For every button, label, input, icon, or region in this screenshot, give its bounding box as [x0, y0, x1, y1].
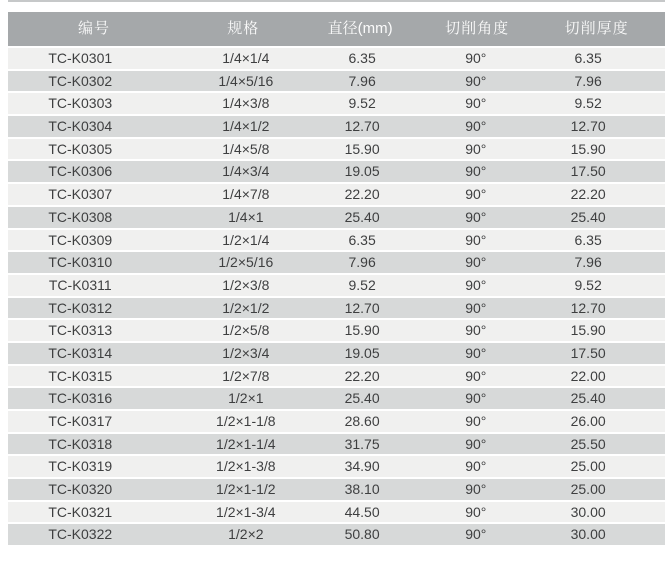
- cell-spec: 1/2×1-1/8: [216, 413, 276, 429]
- table-header-row: [8, 12, 665, 46]
- cell-spec: 1/2×2: [228, 526, 264, 543]
- table-row: [8, 93, 665, 114]
- cell-cut-angle: 90°: [465, 186, 487, 203]
- header-spec: 规格: [227, 20, 260, 37]
- cell-cut-thickness: 25.00: [570, 458, 606, 475]
- table-row: [8, 366, 665, 387]
- cell-code: TC-K0301: [48, 50, 113, 66]
- table-body: [8, 48, 665, 545]
- table-row: [8, 524, 665, 545]
- cell-code: TC-K0307: [48, 186, 113, 203]
- cell-spec: 1/2×5/16: [218, 254, 274, 271]
- cell-cut-angle: 90°: [465, 299, 487, 316]
- cell-code: TC-K0312: [48, 299, 113, 316]
- cell-code: TC-K0310: [48, 254, 113, 271]
- cell-spec: 1/2×1-3/8: [216, 458, 276, 475]
- header-diameter: 直径(mm): [327, 20, 393, 37]
- cell-cut-angle: 90°: [465, 95, 487, 112]
- cell-code: TC-K0306: [48, 163, 113, 180]
- table-row: [8, 207, 665, 228]
- cell-spec: 1/4×5/8: [222, 140, 270, 157]
- cell-diameter: 31.75: [344, 435, 380, 452]
- cell-spec: 1/2×3/8: [222, 276, 270, 293]
- cell-cut-thickness: 25.50: [570, 435, 606, 452]
- table-row: [8, 71, 665, 92]
- cell-diameter: 38.10: [344, 481, 380, 498]
- cell-cut-angle: 90°: [465, 322, 487, 339]
- cell-spec: 1/2×5/8: [222, 322, 270, 339]
- cell-diameter: 15.90: [344, 322, 380, 339]
- table-row: [8, 161, 665, 182]
- cell-cut-angle: 90°: [465, 503, 487, 520]
- cell-cut-angle: 90°: [465, 140, 487, 157]
- table-row: [8, 479, 665, 500]
- cell-cut-angle: 90°: [465, 413, 487, 429]
- cell-code: TC-K0316: [48, 390, 113, 407]
- cell-cut-angle: 90°: [465, 276, 487, 293]
- cell-cut-thickness: 30.00: [570, 503, 606, 520]
- cell-code: TC-K0318: [48, 435, 113, 452]
- cell-cut-thickness: 7.96: [574, 72, 602, 89]
- cell-cut-thickness: 9.52: [574, 276, 602, 293]
- cell-diameter: 12.70: [344, 299, 380, 316]
- cell-cut-thickness: 25.00: [570, 481, 606, 498]
- cell-cut-thickness: 22.00: [570, 367, 606, 384]
- cell-cut-angle: 90°: [465, 163, 487, 180]
- cell-cut-thickness: 15.90: [570, 322, 606, 339]
- cell-cut-thickness: 7.96: [574, 254, 602, 271]
- cell-diameter: 6.35: [348, 231, 376, 248]
- cell-cut-angle: 90°: [465, 344, 487, 361]
- cell-cut-thickness: 12.70: [570, 299, 606, 316]
- cell-cut-thickness: 17.50: [570, 344, 606, 361]
- spec-table: [8, 12, 665, 545]
- cell-code: TC-K0308: [48, 208, 113, 225]
- header-cut-angle: 切削角度: [445, 20, 510, 37]
- cell-spec: 1/4×1/4: [222, 50, 270, 66]
- cell-spec: 1/4×5/16: [218, 72, 274, 89]
- cell-diameter: 19.05: [344, 344, 380, 361]
- cell-cut-thickness: 30.00: [570, 526, 606, 543]
- table-row: [8, 230, 665, 251]
- header-cut-thickness: 切削厚度: [564, 20, 629, 37]
- cell-spec: 1/2×1/2: [222, 299, 270, 316]
- table-row: [8, 456, 665, 477]
- cell-code: TC-K0322: [48, 526, 113, 543]
- cell-cut-thickness: 17.50: [570, 163, 606, 180]
- cell-cut-thickness: 26.00: [570, 413, 606, 429]
- cell-spec: 1/2×1: [228, 390, 264, 407]
- cell-cut-angle: 90°: [465, 72, 487, 89]
- table-row: [8, 48, 665, 69]
- cell-diameter: 7.96: [348, 254, 376, 271]
- cell-code: TC-K0303: [48, 95, 113, 112]
- cell-cut-thickness: 25.40: [570, 390, 606, 407]
- cell-cut-thickness: 15.90: [570, 140, 606, 157]
- cell-cut-angle: 90°: [465, 231, 487, 248]
- cell-diameter: 7.96: [348, 72, 376, 89]
- cell-spec: 1/2×1/4: [222, 231, 270, 248]
- cell-diameter: 12.70: [344, 118, 380, 135]
- table-row: [8, 252, 665, 273]
- cell-code: TC-K0302: [48, 72, 113, 89]
- cell-diameter: 22.20: [344, 186, 380, 203]
- cell-spec: 1/2×1-1/2: [216, 481, 276, 498]
- cell-diameter: 19.05: [344, 163, 380, 180]
- cell-code: TC-K0314: [48, 344, 113, 361]
- cell-code: TC-K0320: [48, 481, 113, 498]
- cell-diameter: 6.35: [348, 50, 376, 66]
- cell-cut-angle: 90°: [465, 50, 487, 66]
- cell-spec: 1/4×3/8: [222, 95, 270, 112]
- cell-code: TC-K0319: [48, 458, 113, 475]
- cell-diameter: 9.52: [348, 276, 376, 293]
- cell-spec: 1/4×7/8: [222, 186, 270, 203]
- cell-diameter: 9.52: [348, 95, 376, 112]
- cell-cut-thickness: 6.35: [574, 50, 602, 66]
- table-row: [8, 116, 665, 137]
- cell-cut-thickness: 9.52: [574, 95, 602, 112]
- cell-code: TC-K0305: [48, 140, 113, 157]
- cell-code: TC-K0311: [48, 276, 112, 293]
- cell-cut-angle: 90°: [465, 526, 487, 543]
- cell-cut-angle: 90°: [465, 118, 487, 135]
- cell-spec: 1/2×1-3/4: [216, 503, 276, 520]
- cell-diameter: 25.40: [344, 208, 380, 225]
- table-row: [8, 275, 665, 296]
- table-row: [8, 184, 665, 205]
- cell-cut-angle: 90°: [465, 367, 487, 384]
- cell-cut-thickness: 12.70: [570, 118, 606, 135]
- table-row: [8, 502, 665, 523]
- cell-cut-angle: 90°: [465, 254, 487, 271]
- table-row: [8, 320, 665, 341]
- cell-cut-angle: 90°: [465, 435, 487, 452]
- cell-diameter: 28.60: [344, 413, 380, 429]
- cell-spec: 1/4×1/2: [222, 118, 270, 135]
- table-row: [8, 343, 665, 364]
- cell-diameter: 34.90: [344, 458, 380, 475]
- cell-code: TC-K0309: [48, 231, 113, 248]
- cell-cut-thickness: 22.20: [570, 186, 606, 203]
- table-row: [8, 411, 665, 432]
- cell-cut-angle: 90°: [465, 481, 487, 498]
- cell-spec: 1/2×7/8: [222, 367, 270, 384]
- table-row: [8, 434, 665, 455]
- cell-cut-angle: 90°: [465, 458, 487, 475]
- cell-code: TC-K0317: [48, 413, 113, 429]
- cell-diameter: 22.20: [344, 367, 380, 384]
- cell-code: TC-K0304: [48, 118, 113, 135]
- cell-code: TC-K0315: [48, 367, 113, 384]
- cell-spec: 1/2×1-1/4: [216, 435, 276, 452]
- cell-code: TC-K0321: [48, 503, 113, 520]
- cell-cut-angle: 90°: [465, 208, 487, 225]
- cell-cut-thickness: 25.40: [570, 208, 606, 225]
- header-code: 编号: [78, 20, 111, 37]
- cell-spec: 1/4×3/4: [222, 163, 270, 180]
- cell-cut-thickness: 6.35: [574, 231, 602, 248]
- cell-diameter: 50.80: [344, 526, 380, 543]
- table-row: [8, 388, 665, 409]
- cell-code: TC-K0313: [48, 322, 113, 339]
- cell-cut-angle: 90°: [465, 390, 487, 407]
- table-row: [8, 298, 665, 319]
- cell-diameter: 25.40: [344, 390, 380, 407]
- top-divider: [8, 0, 665, 2]
- cell-diameter: 44.50: [344, 503, 380, 520]
- cell-spec: 1/4×1: [228, 208, 264, 225]
- cell-spec: 1/2×3/4: [222, 344, 270, 361]
- table-row: [8, 139, 665, 160]
- cell-diameter: 15.90: [344, 140, 380, 157]
